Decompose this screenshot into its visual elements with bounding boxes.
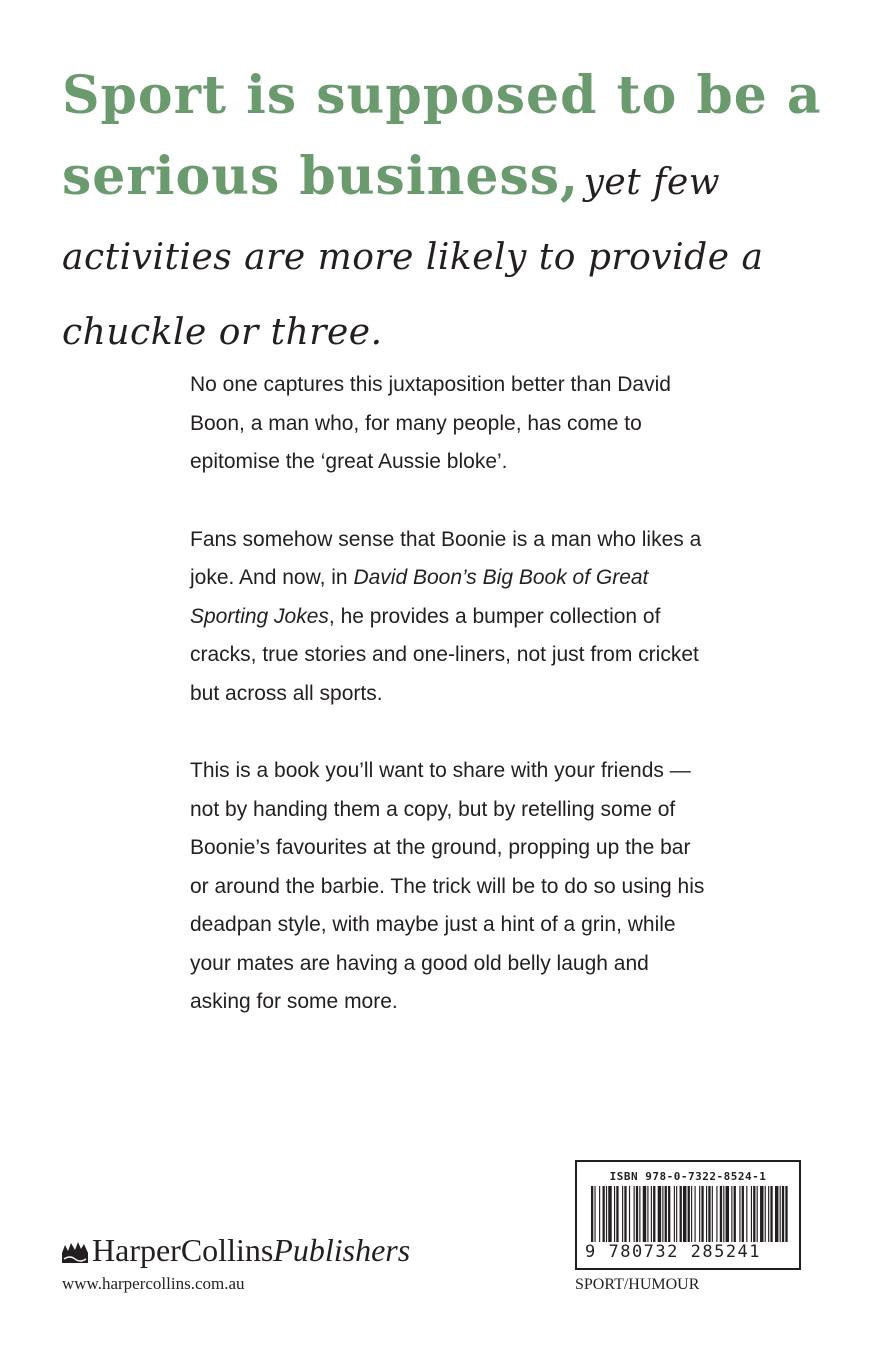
blurb-paragraph-3: This is a book you’ll want to share with your friends — not by handing them a copy, but by retelling some of Boonie’s favourites at the ground, propping up the bar or around the barbie. The trick will be to do so using his deadpan style, with maybe just a hint of a grin, while your mates are having a good old belly laugh and asking for some more. — [190, 759, 705, 1013]
flame-icon — [62, 1241, 88, 1263]
headline-script: yet few activities are more likely to provide a chuckle or three. — [62, 162, 764, 353]
publisher-website: www.harpercollins.com.au — [62, 1274, 245, 1293]
book-title: David Boon’s Big Book of Great Sporting Jokes — [190, 566, 649, 628]
publisher-logo — [62, 1232, 410, 1269]
publisher-name: HarperCollins — [92, 1232, 274, 1268]
category-label: SPORT/HUMOUR — [575, 1276, 700, 1293]
publisher-suffix: Publishers — [273, 1232, 411, 1268]
blurb-p2-start: Fans somehow sense that Boonie is a man who likes a joke. And now, in — [190, 527, 702, 589]
barcode-box — [575, 1160, 801, 1270]
headline-bold: Sport is supposed to be a serious business, — [62, 65, 822, 207]
blurb — [190, 366, 710, 1061]
headline — [62, 62, 832, 374]
isbn-label: ISBN 978-0-7322-8524-1 — [609, 1170, 767, 1183]
blurb-paragraph-1: No one captures this juxtaposition better than David Boon, a man who, for many people, has come to epitomise the ‘great Aussie bloke’. — [190, 373, 671, 473]
barcode-digits: 9 780732 285241 — [585, 1242, 762, 1262]
barcode-bars — [587, 1186, 791, 1242]
blurb-paragraph-2 — [190, 521, 710, 714]
blurb-p2-end: , he provides a bumper collection of cracks, true stories and one-liners, not just from cricket but across all sports. — [190, 604, 699, 705]
